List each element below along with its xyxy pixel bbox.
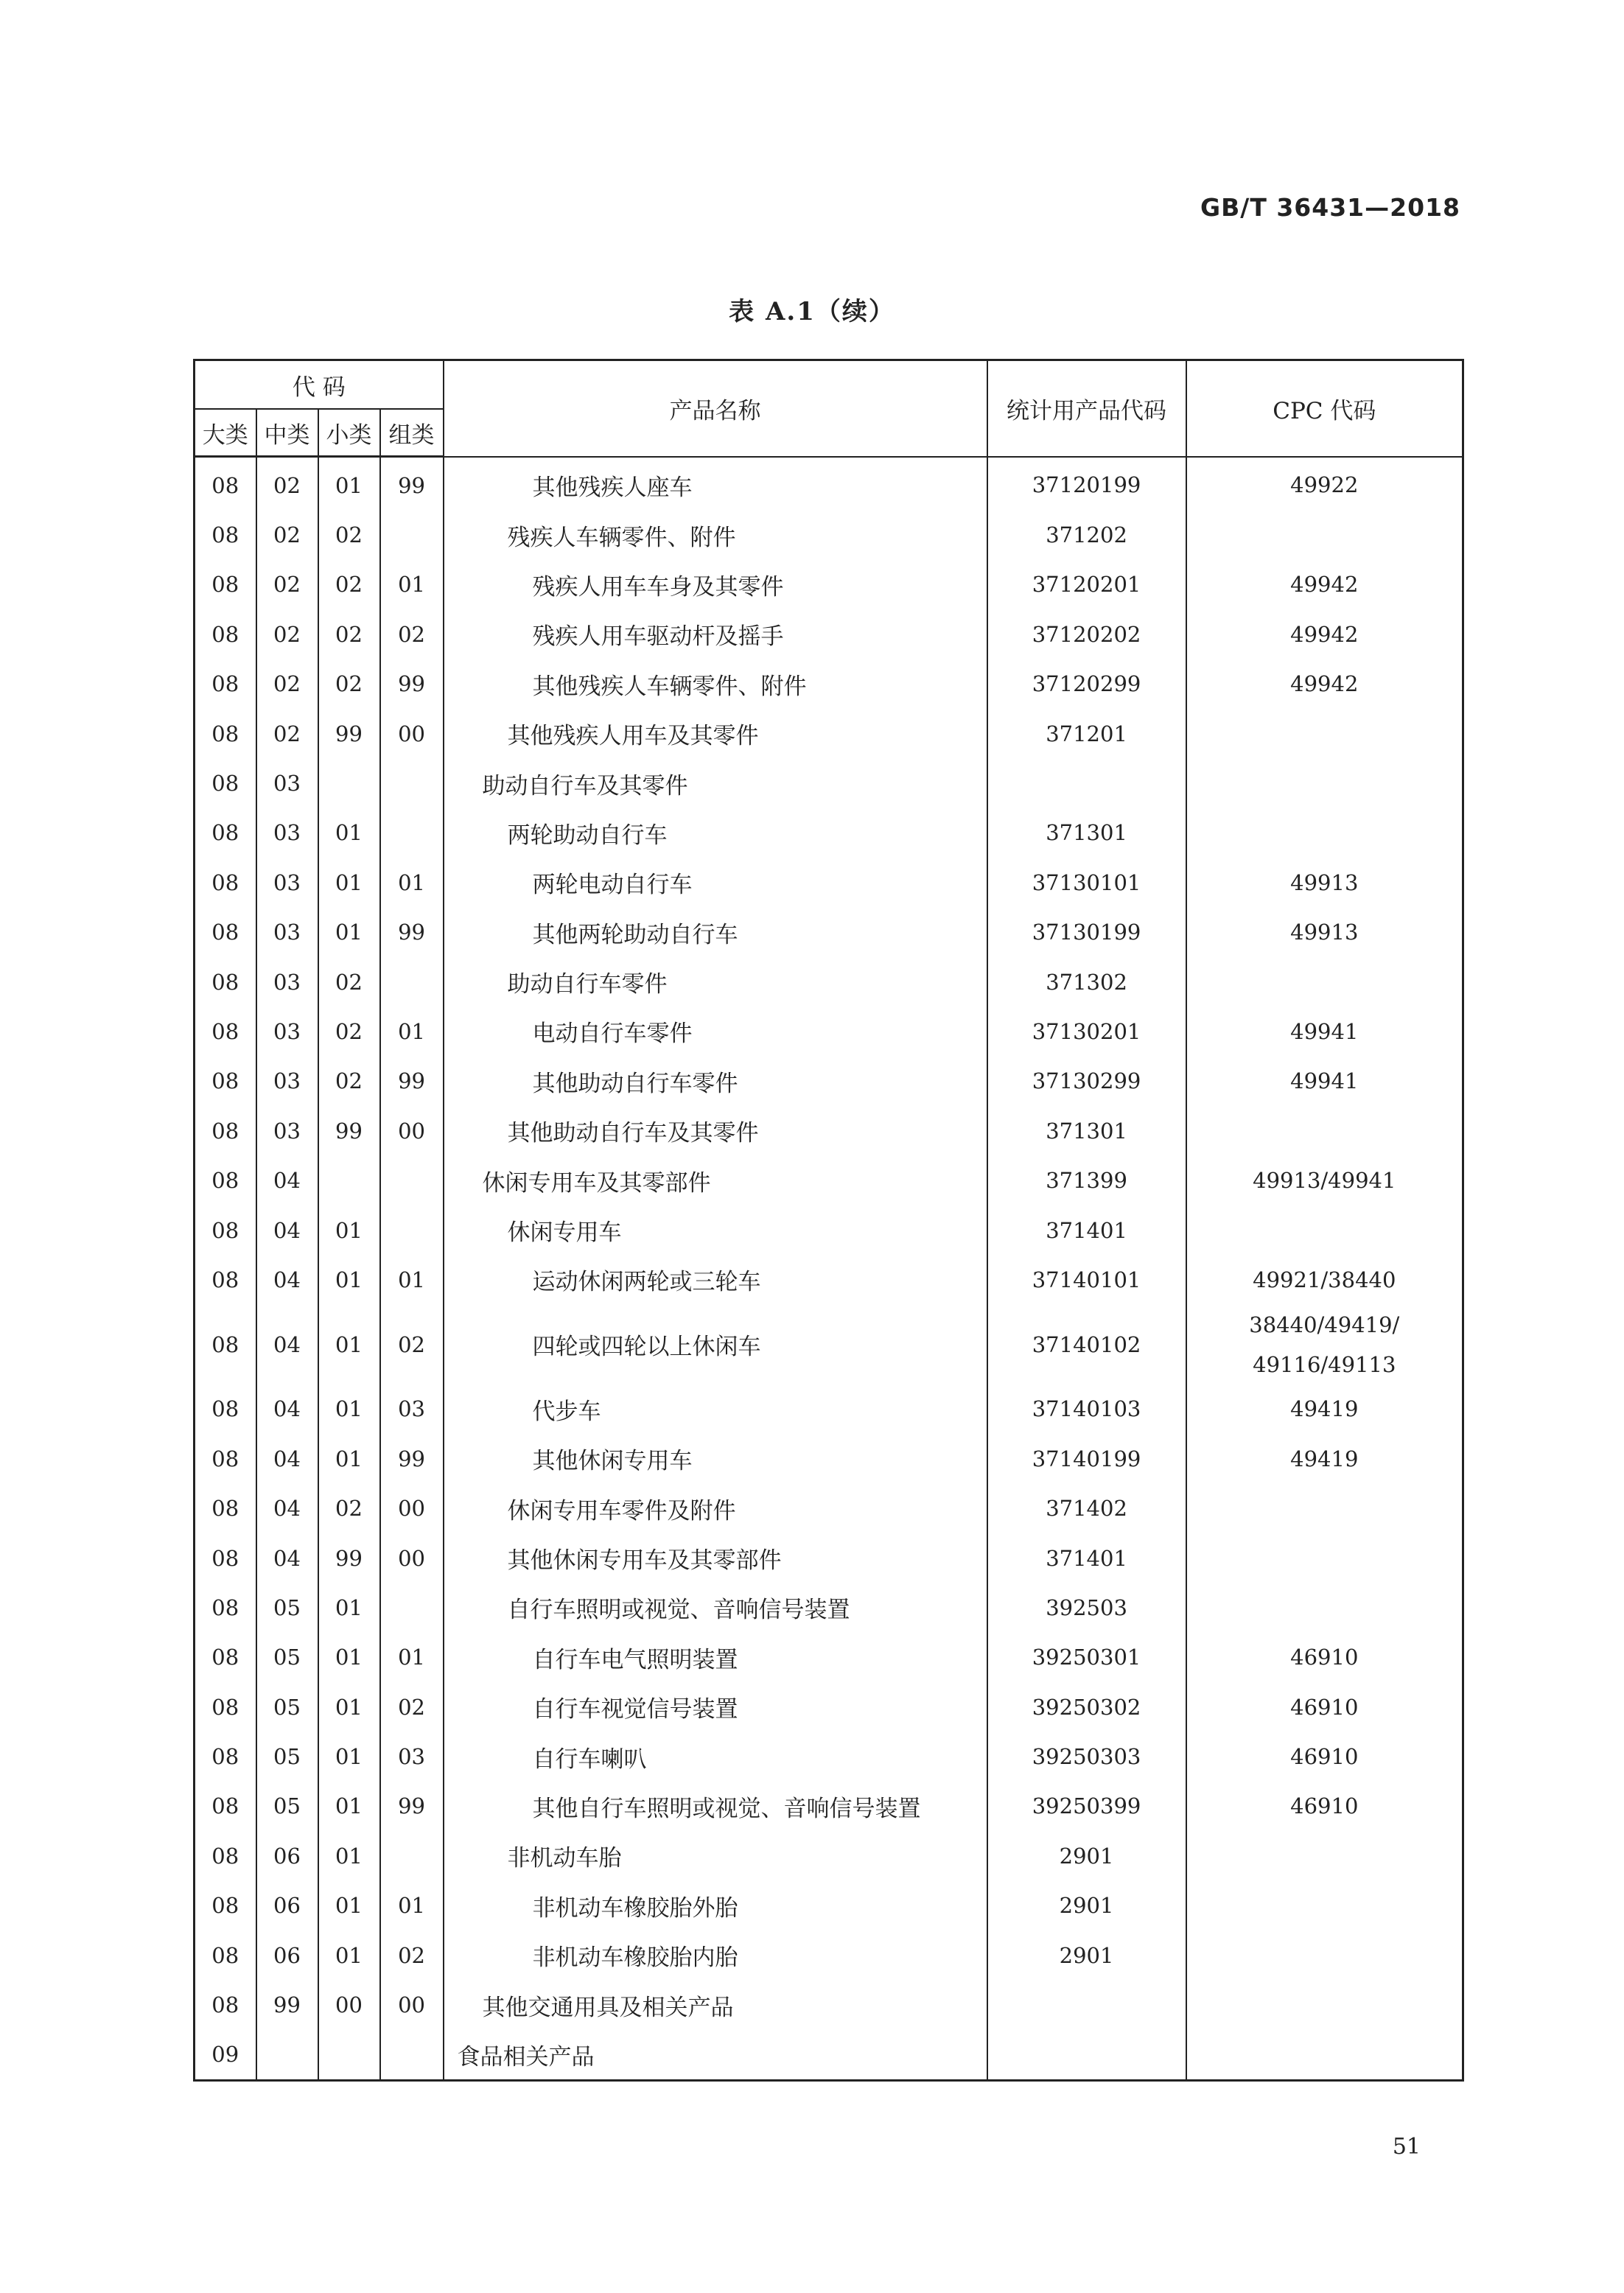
cell-cpc-code (1186, 957, 1463, 1007)
cell-cpc-code (1186, 510, 1463, 559)
cell-cpc-code: 49921/38440 (1186, 1255, 1463, 1304)
cell-stat-code: 39250399 (987, 1782, 1186, 1831)
cell-major: 08 (195, 1305, 256, 1384)
table-row (195, 1255, 1463, 1304)
table-row (195, 560, 1463, 609)
cell-group (380, 510, 444, 559)
cell-major: 08 (195, 1155, 256, 1205)
cell-product-name: 四轮或四轮以上休闲车 (444, 1305, 987, 1384)
cell-group: 99 (380, 659, 444, 709)
cell-major: 08 (195, 659, 256, 709)
cell-product-name: 其他自行车照明或视觉、音响信号装置 (444, 1782, 987, 1831)
cell-cpc-code (1186, 1930, 1463, 1980)
cell-group (380, 1155, 444, 1205)
table-body (195, 457, 1463, 2081)
cell-product-name: 运动休闲两轮或三轮车 (444, 1255, 987, 1304)
cell-minor: 01 (318, 1732, 380, 1781)
header-product-name: 产品名称 (444, 360, 987, 457)
cell-group: 03 (380, 1732, 444, 1781)
cell-major: 08 (195, 609, 256, 659)
cell-stat-code (987, 758, 1186, 808)
cell-minor: 00 (318, 1980, 380, 2029)
cell-product-name: 其他残疾人座车 (444, 457, 987, 511)
table-row (195, 709, 1463, 758)
cell-cpc-code (1186, 1305, 1463, 1384)
cell-group (380, 1831, 444, 1880)
cell-stat-code: 371401 (987, 1205, 1186, 1255)
cell-stat-code: 37140199 (987, 1434, 1186, 1483)
cell-product-name: 其他残疾人车辆零件、附件 (444, 659, 987, 709)
cell-middle: 04 (256, 1155, 318, 1205)
cell-major: 08 (195, 1106, 256, 1155)
cell-middle: 03 (256, 1106, 318, 1155)
cell-group: 01 (380, 1255, 444, 1304)
table-row (195, 1583, 1463, 1632)
table-row (195, 1155, 1463, 1205)
table-row (195, 1483, 1463, 1533)
cell-product-name: 其他助动自行车零件 (444, 1057, 987, 1106)
table-row (195, 1434, 1463, 1483)
cell-group: 00 (380, 709, 444, 758)
table-row (195, 1633, 1463, 1682)
cell-stat-code: 37130101 (987, 858, 1186, 907)
header-minor: 小类 (318, 409, 380, 457)
cell-minor: 01 (318, 1633, 380, 1682)
cell-product-name: 自行车视觉信号装置 (444, 1682, 987, 1732)
table-row (195, 1782, 1463, 1831)
cell-minor: 99 (318, 1533, 380, 1583)
cell-stat-code: 371399 (987, 1155, 1186, 1205)
table-row (195, 858, 1463, 907)
cell-cpc-code: 49913/49941 (1186, 1155, 1463, 1205)
cell-minor (318, 758, 380, 808)
cell-minor: 01 (318, 808, 380, 858)
cell-middle: 04 (256, 1384, 318, 1434)
cell-major: 08 (195, 758, 256, 808)
cell-cpc-code (1186, 1583, 1463, 1632)
cell-cpc-code: 49942 (1186, 659, 1463, 709)
cell-cpc-code (1186, 1106, 1463, 1155)
standard-code: GB/T 36431—2018 (1200, 193, 1460, 222)
cell-group: 02 (380, 1930, 444, 1980)
cell-stat-code: 37120299 (987, 659, 1186, 709)
cell-product-name: 残疾人车辆零件、附件 (444, 510, 987, 559)
cell-group: 99 (380, 1782, 444, 1831)
table-row (195, 908, 1463, 957)
cell-middle: 05 (256, 1633, 318, 1682)
cell-middle: 03 (256, 957, 318, 1007)
cell-major: 08 (195, 1682, 256, 1732)
cell-product-name: 其他残疾人用车及其零件 (444, 709, 987, 758)
table-row (195, 1106, 1463, 1155)
cell-major: 08 (195, 510, 256, 559)
cell-group: 01 (380, 1633, 444, 1682)
cell-group (380, 1205, 444, 1255)
cell-major: 08 (195, 1007, 256, 1056)
cell-middle: 05 (256, 1782, 318, 1831)
cell-minor: 02 (318, 510, 380, 559)
cell-stat-code: 39250303 (987, 1732, 1186, 1781)
cell-product-name: 残疾人用车车身及其零件 (444, 560, 987, 609)
cell-minor: 01 (318, 1682, 380, 1732)
table-row (195, 1533, 1463, 1583)
cell-cpc-code (1186, 1483, 1463, 1533)
cell-minor: 01 (318, 1384, 380, 1434)
cell-major: 08 (195, 1057, 256, 1106)
cell-group: 01 (380, 1007, 444, 1056)
cell-group (380, 808, 444, 858)
cell-minor: 02 (318, 1483, 380, 1533)
cell-stat-code: 37140101 (987, 1255, 1186, 1304)
cell-cpc-code (1186, 1533, 1463, 1583)
cell-cpc-code: 49922 (1186, 457, 1463, 511)
cell-major: 08 (195, 1205, 256, 1255)
cell-middle (256, 2030, 318, 2081)
cell-group: 99 (380, 1057, 444, 1106)
cell-major: 08 (195, 1782, 256, 1831)
cell-stat-code: 37140103 (987, 1384, 1186, 1434)
cell-middle: 04 (256, 1483, 318, 1533)
cell-minor: 02 (318, 957, 380, 1007)
header-major: 大类 (195, 409, 256, 457)
cell-stat-code: 371201 (987, 709, 1186, 758)
cell-stat-code: 37120199 (987, 457, 1186, 511)
cell-product-name: 代步车 (444, 1384, 987, 1434)
cell-stat-code: 371302 (987, 957, 1186, 1007)
cell-stat-code: 371402 (987, 1483, 1186, 1533)
cell-minor: 99 (318, 709, 380, 758)
cell-product-name: 食品相关产品 (444, 2030, 987, 2081)
cell-stat-code: 2901 (987, 1881, 1186, 1930)
cell-middle: 05 (256, 1732, 318, 1781)
cell-group: 03 (380, 1384, 444, 1434)
cell-major: 08 (195, 1255, 256, 1304)
cell-product-name: 非机动车橡胶胎内胎 (444, 1930, 987, 1980)
cell-group: 00 (380, 1980, 444, 2029)
cell-stat-code (987, 2030, 1186, 2081)
table-row (195, 957, 1463, 1007)
cell-stat-code: 371301 (987, 808, 1186, 858)
cell-stat-code: 37130299 (987, 1057, 1186, 1106)
table-row (195, 1682, 1463, 1732)
cell-group: 02 (380, 609, 444, 659)
cell-product-name: 自行车电气照明装置 (444, 1633, 987, 1682)
cell-middle: 03 (256, 808, 318, 858)
cell-middle: 03 (256, 908, 318, 957)
cell-stat-code: 37130201 (987, 1007, 1186, 1056)
table-row (195, 1057, 1463, 1106)
table-row (195, 659, 1463, 709)
cell-major: 09 (195, 2030, 256, 2081)
cell-middle: 04 (256, 1205, 318, 1255)
cell-stat-code: 371202 (987, 510, 1186, 559)
cell-stat-code: 392503 (987, 1583, 1186, 1632)
cell-cpc-code: 49942 (1186, 560, 1463, 609)
cell-product-name: 助动自行车及其零件 (444, 758, 987, 808)
cell-middle: 02 (256, 560, 318, 609)
cell-middle: 02 (256, 510, 318, 559)
cell-major: 08 (195, 1533, 256, 1583)
cell-major: 08 (195, 709, 256, 758)
header-group: 组类 (380, 409, 444, 457)
table-row (195, 758, 1463, 808)
table-row (195, 808, 1463, 858)
cell-major: 08 (195, 1930, 256, 1980)
cell-major: 08 (195, 908, 256, 957)
cell-group (380, 2030, 444, 2081)
cell-middle: 03 (256, 1007, 318, 1056)
cell-product-name: 非机动车橡胶胎外胎 (444, 1881, 987, 1930)
cell-product-name: 其他休闲专用车及其零部件 (444, 1533, 987, 1583)
product-code-table (193, 359, 1464, 2082)
cell-product-name: 电动自行车零件 (444, 1007, 987, 1056)
cell-minor (318, 1155, 380, 1205)
cell-stat-code: 371301 (987, 1106, 1186, 1155)
cell-major: 08 (195, 1980, 256, 2029)
table-row (195, 1831, 1463, 1880)
cell-product-name: 其他两轮助动自行车 (444, 908, 987, 957)
table-row (195, 1980, 1463, 2029)
cell-stat-code (987, 1980, 1186, 2029)
cell-product-name: 其他助动自行车及其零件 (444, 1106, 987, 1155)
cell-major: 08 (195, 1732, 256, 1781)
cell-major: 08 (195, 1483, 256, 1533)
cell-cpc-code: 46910 (1186, 1633, 1463, 1682)
cell-major: 08 (195, 1434, 256, 1483)
cell-minor: 01 (318, 1583, 380, 1632)
cell-group: 00 (380, 1533, 444, 1583)
cell-product-name: 自行车喇叭 (444, 1732, 987, 1781)
cell-middle: 03 (256, 858, 318, 907)
cell-middle: 06 (256, 1831, 318, 1880)
table-title: 表 A.1（续） (729, 297, 895, 326)
cell-cpc-code: 49913 (1186, 858, 1463, 907)
cell-minor: 01 (318, 908, 380, 957)
cell-group: 02 (380, 1305, 444, 1384)
cell-middle: 04 (256, 1305, 318, 1384)
table-row (195, 1205, 1463, 1255)
table-row (195, 1732, 1463, 1781)
cell-group: 02 (380, 1682, 444, 1732)
cell-major: 08 (195, 1384, 256, 1434)
cell-middle: 02 (256, 659, 318, 709)
cell-cpc-line: 49116/49113 (1253, 1351, 1396, 1377)
cell-cpc-code: 49913 (1186, 908, 1463, 957)
header-cpc-code: CPC 代码 (1186, 360, 1463, 457)
cell-cpc-code (1186, 1831, 1463, 1880)
cell-stat-code: 2901 (987, 1831, 1186, 1880)
cell-major: 08 (195, 560, 256, 609)
cell-middle: 05 (256, 1583, 318, 1632)
cell-product-name: 助动自行车零件 (444, 957, 987, 1007)
cell-minor: 02 (318, 1057, 380, 1106)
cell-middle: 06 (256, 1881, 318, 1930)
cell-group: 99 (380, 457, 444, 511)
cell-middle: 02 (256, 609, 318, 659)
cell-product-name: 自行车照明或视觉、音响信号装置 (444, 1583, 987, 1632)
header-middle: 中类 (256, 409, 318, 457)
cell-minor: 01 (318, 457, 380, 511)
cell-product-name: 休闲专用车零件及附件 (444, 1483, 987, 1533)
cell-minor: 02 (318, 560, 380, 609)
cell-cpc-code: 46910 (1186, 1732, 1463, 1781)
cell-middle: 04 (256, 1533, 318, 1583)
table-row (195, 1305, 1463, 1384)
cell-cpc-code: 49941 (1186, 1057, 1463, 1106)
cell-minor: 01 (318, 1881, 380, 1930)
cell-product-name: 休闲专用车 (444, 1205, 987, 1255)
cell-cpc-code: 46910 (1186, 1682, 1463, 1732)
cell-minor: 01 (318, 1205, 380, 1255)
cell-stat-code: 39250302 (987, 1682, 1186, 1732)
table-row (195, 1384, 1463, 1434)
cell-cpc-code: 49941 (1186, 1007, 1463, 1056)
cell-cpc-code (1186, 1980, 1463, 2029)
cell-minor: 02 (318, 659, 380, 709)
cell-stat-code: 39250301 (987, 1633, 1186, 1682)
cell-middle: 06 (256, 1930, 318, 1980)
cell-minor: 99 (318, 1106, 380, 1155)
cell-middle: 05 (256, 1682, 318, 1732)
cell-major: 08 (195, 1831, 256, 1880)
table-row (195, 457, 1463, 511)
cell-group (380, 957, 444, 1007)
cell-group: 01 (380, 858, 444, 907)
cell-cpc-code (1186, 709, 1463, 758)
cell-cpc-code: 49419 (1186, 1434, 1463, 1483)
table-row (195, 2030, 1463, 2081)
cell-minor: 01 (318, 1930, 380, 1980)
cell-product-name: 其他休闲专用车 (444, 1434, 987, 1483)
cell-group: 01 (380, 1881, 444, 1930)
cell-cpc-code: 49419 (1186, 1384, 1463, 1434)
cell-minor: 02 (318, 609, 380, 659)
table-row (195, 609, 1463, 659)
header-code-group: 代 码 (195, 360, 444, 410)
cell-major: 08 (195, 457, 256, 511)
table-row (195, 1930, 1463, 1980)
cell-group: 01 (380, 560, 444, 609)
cell-middle: 02 (256, 709, 318, 758)
cell-minor: 01 (318, 1305, 380, 1384)
cell-cpc-line: 38440/49419/ (1249, 1312, 1400, 1337)
cell-major: 08 (195, 1881, 256, 1930)
cell-minor: 01 (318, 1255, 380, 1304)
cell-stat-code: 37120201 (987, 560, 1186, 609)
cell-middle: 99 (256, 1980, 318, 2029)
cell-stat-code: 37130199 (987, 908, 1186, 957)
cell-stat-code: 371401 (987, 1533, 1186, 1583)
cell-middle: 04 (256, 1255, 318, 1304)
cell-product-name: 其他交通用具及相关产品 (444, 1980, 987, 2029)
cell-middle: 04 (256, 1434, 318, 1483)
cell-minor: 01 (318, 1434, 380, 1483)
cell-minor (318, 2030, 380, 2081)
cell-minor: 01 (318, 1831, 380, 1880)
cell-stat-code: 37140102 (987, 1305, 1186, 1384)
cell-middle: 03 (256, 1057, 318, 1106)
cell-product-name: 休闲专用车及其零部件 (444, 1155, 987, 1205)
cell-middle: 03 (256, 758, 318, 808)
cell-major: 08 (195, 1633, 256, 1682)
cell-product-name: 两轮助动自行车 (444, 808, 987, 858)
cell-major: 08 (195, 957, 256, 1007)
cell-cpc-code: 49942 (1186, 609, 1463, 659)
table-row (195, 1881, 1463, 1930)
cell-group: 99 (380, 1434, 444, 1483)
cell-major: 08 (195, 858, 256, 907)
cell-group (380, 758, 444, 808)
table-row (195, 1007, 1463, 1056)
cell-product-name: 残疾人用车驱动杆及摇手 (444, 609, 987, 659)
cell-major: 08 (195, 1583, 256, 1632)
cell-cpc-code (1186, 2030, 1463, 2081)
cell-group: 00 (380, 1106, 444, 1155)
cell-minor: 02 (318, 1007, 380, 1056)
cell-middle: 02 (256, 457, 318, 511)
cell-stat-code: 37120202 (987, 609, 1186, 659)
cell-product-name: 两轮电动自行车 (444, 858, 987, 907)
table-row (195, 510, 1463, 559)
cell-group: 99 (380, 908, 444, 957)
header-stat-code: 统计用产品代码 (987, 360, 1186, 457)
page-number: 51 (1392, 2134, 1421, 2160)
cell-cpc-code (1186, 1881, 1463, 1930)
cell-major: 08 (195, 808, 256, 858)
cell-cpc-code (1186, 758, 1463, 808)
cell-minor: 01 (318, 858, 380, 907)
cell-cpc-code (1186, 1205, 1463, 1255)
cell-group (380, 1583, 444, 1632)
cell-cpc-code (1186, 808, 1463, 858)
cell-cpc-code: 46910 (1186, 1782, 1463, 1831)
cell-minor: 01 (318, 1782, 380, 1831)
cell-group: 00 (380, 1483, 444, 1533)
cell-stat-code: 2901 (987, 1930, 1186, 1980)
cell-product-name: 非机动车胎 (444, 1831, 987, 1880)
